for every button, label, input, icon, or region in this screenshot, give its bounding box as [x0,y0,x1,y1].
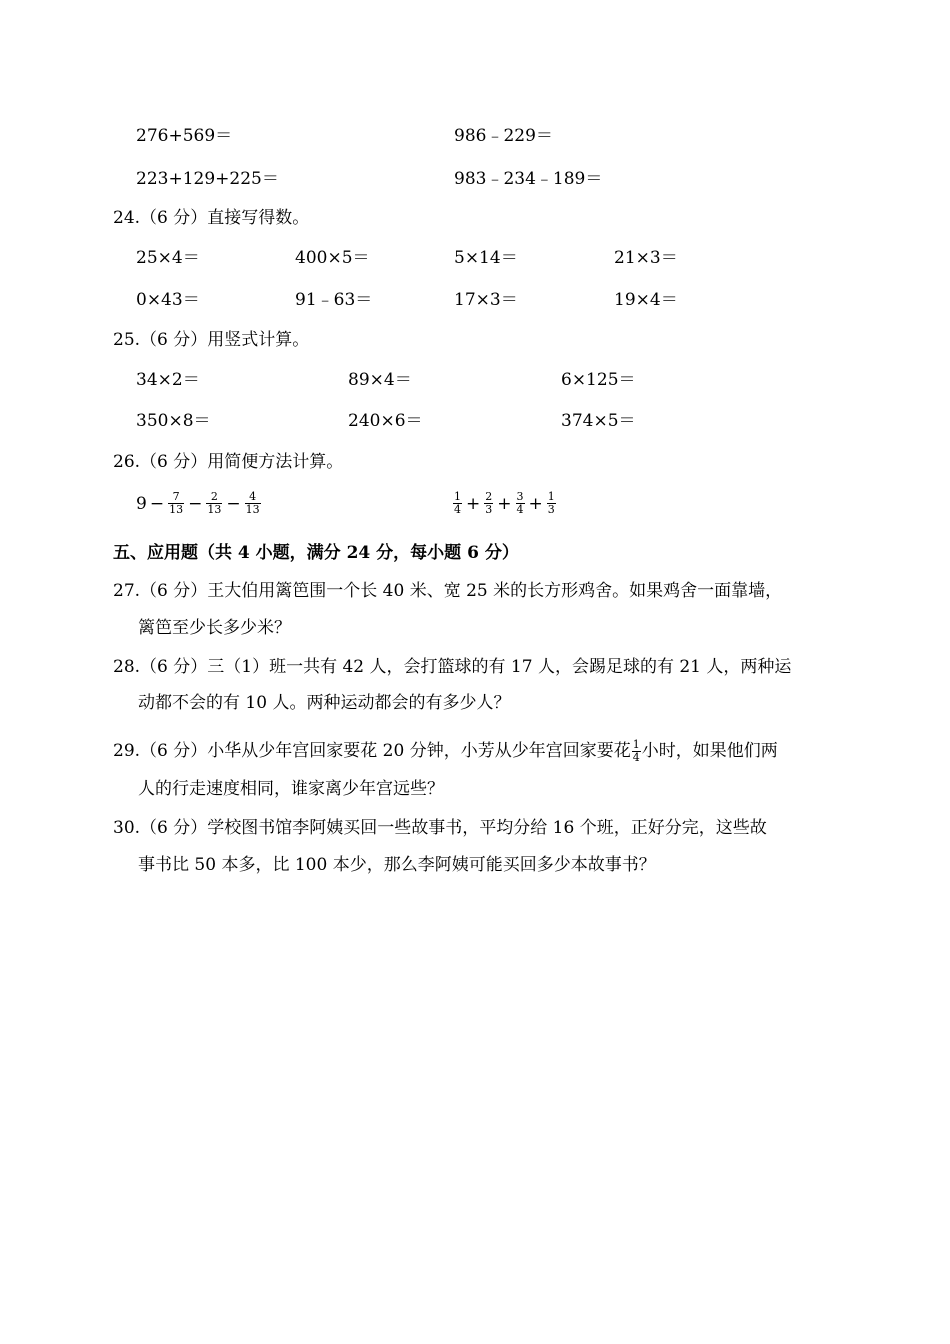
q24-row2-item2: 91﹣63＝ [295,290,373,310]
fraction: $\frac{4}{13}$ [245,490,260,516]
q23-row1-item2: 986﹣229＝ [454,126,553,146]
q24-row2-item1: 0×43＝ [136,290,200,310]
q24-row1-item4: 21×3＝ [614,248,678,268]
fraction: $\frac{3}{4}$ [516,490,524,516]
q27-line2: 篱笆至少长多少米？ [138,618,291,638]
fraction: $\frac{1}{4}$ [632,738,640,764]
plus-sign: + [528,493,543,514]
q26-title: 26.（6 分）用简便方法计算。 [113,452,344,472]
minus-sign: − [149,493,165,514]
q25-row2-item2: 240×6＝ [348,411,423,431]
fraction: $\frac{2}{13}$ [207,490,222,516]
fraction: $\frac{1}{3}$ [547,490,555,516]
q29-text-before: 29.（6 分）小华从少年宫回家要花 20 分钟，小芳从少年宫回家要花 [113,741,631,761]
q25-row1-item1: 34×2＝ [136,370,200,390]
q28-line2: 动都不会的有 10 人。两种运动都会的有多少人？ [138,693,511,713]
q24-row2-item3: 17×3＝ [454,290,518,310]
q24-title: 24.（6 分）直接写得数。 [113,208,310,228]
q26-expression-2 [452,491,557,516]
q29-line1 [113,739,778,764]
q27-line1: 27.（6 分）王大伯用篱笆围一个长 40 米、宽 25 米的长方形鸡舍。如果鸡舍一面靠墙， [113,581,783,601]
q26-expr1-lead: 9 [136,493,147,514]
plus-sign: + [466,493,481,514]
q30-line2: 事书比 50 本多，比 100 本少，那么李阿姨可能买回多少本故事书？ [138,855,656,875]
fraction: $\frac{7}{13}$ [169,490,184,516]
q23-row2-item2: 983﹣234﹣189＝ [454,169,603,189]
q24-row1-item1: 25×4＝ [136,248,200,268]
q25-row2-item1: 350×8＝ [136,411,211,431]
fraction: $\frac{1}{4}$ [454,490,461,516]
q25-row1-item2: 89×4＝ [348,370,412,390]
section-5-heading: 五、应用题（共 4 小题，满分 24 分，每小题 6 分） [113,543,519,563]
q24-row1-item3: 5×14＝ [454,248,518,268]
q30-line1: 30.（6 分）学校图书馆李阿姨买回一些故事书，平均分给 16 个班，正好分完，这些故 [113,818,767,838]
q28-line1: 28.（6 分）三（1）班一共有 42 人，会打篮球的有 17 人，会踢足球的有 21 人，两种运 [113,657,792,677]
q23-row2-item1: 223+129+225＝ [136,169,279,189]
q25-title: 25.（6 分）用竖式计算。 [113,330,310,350]
minus-sign: − [188,493,203,514]
plus-sign: + [497,493,512,514]
fraction: $\frac{2}{3}$ [485,490,493,516]
q29-text-after: 小时，如果他们两 [641,741,778,761]
q26-expression-1 [136,491,262,516]
minus-sign: − [226,493,241,514]
q24-row1-item2: 400×5＝ [295,248,370,268]
q25-row2-item3: 374×5＝ [561,411,636,431]
q25-row1-item3: 6×125＝ [561,370,636,390]
q24-row2-item4: 19×4＝ [614,290,678,310]
q29-line2: 人的行走速度相同，谁家离少年宫远些？ [138,779,444,799]
q23-row1-item1: 276+569＝ [136,126,233,146]
